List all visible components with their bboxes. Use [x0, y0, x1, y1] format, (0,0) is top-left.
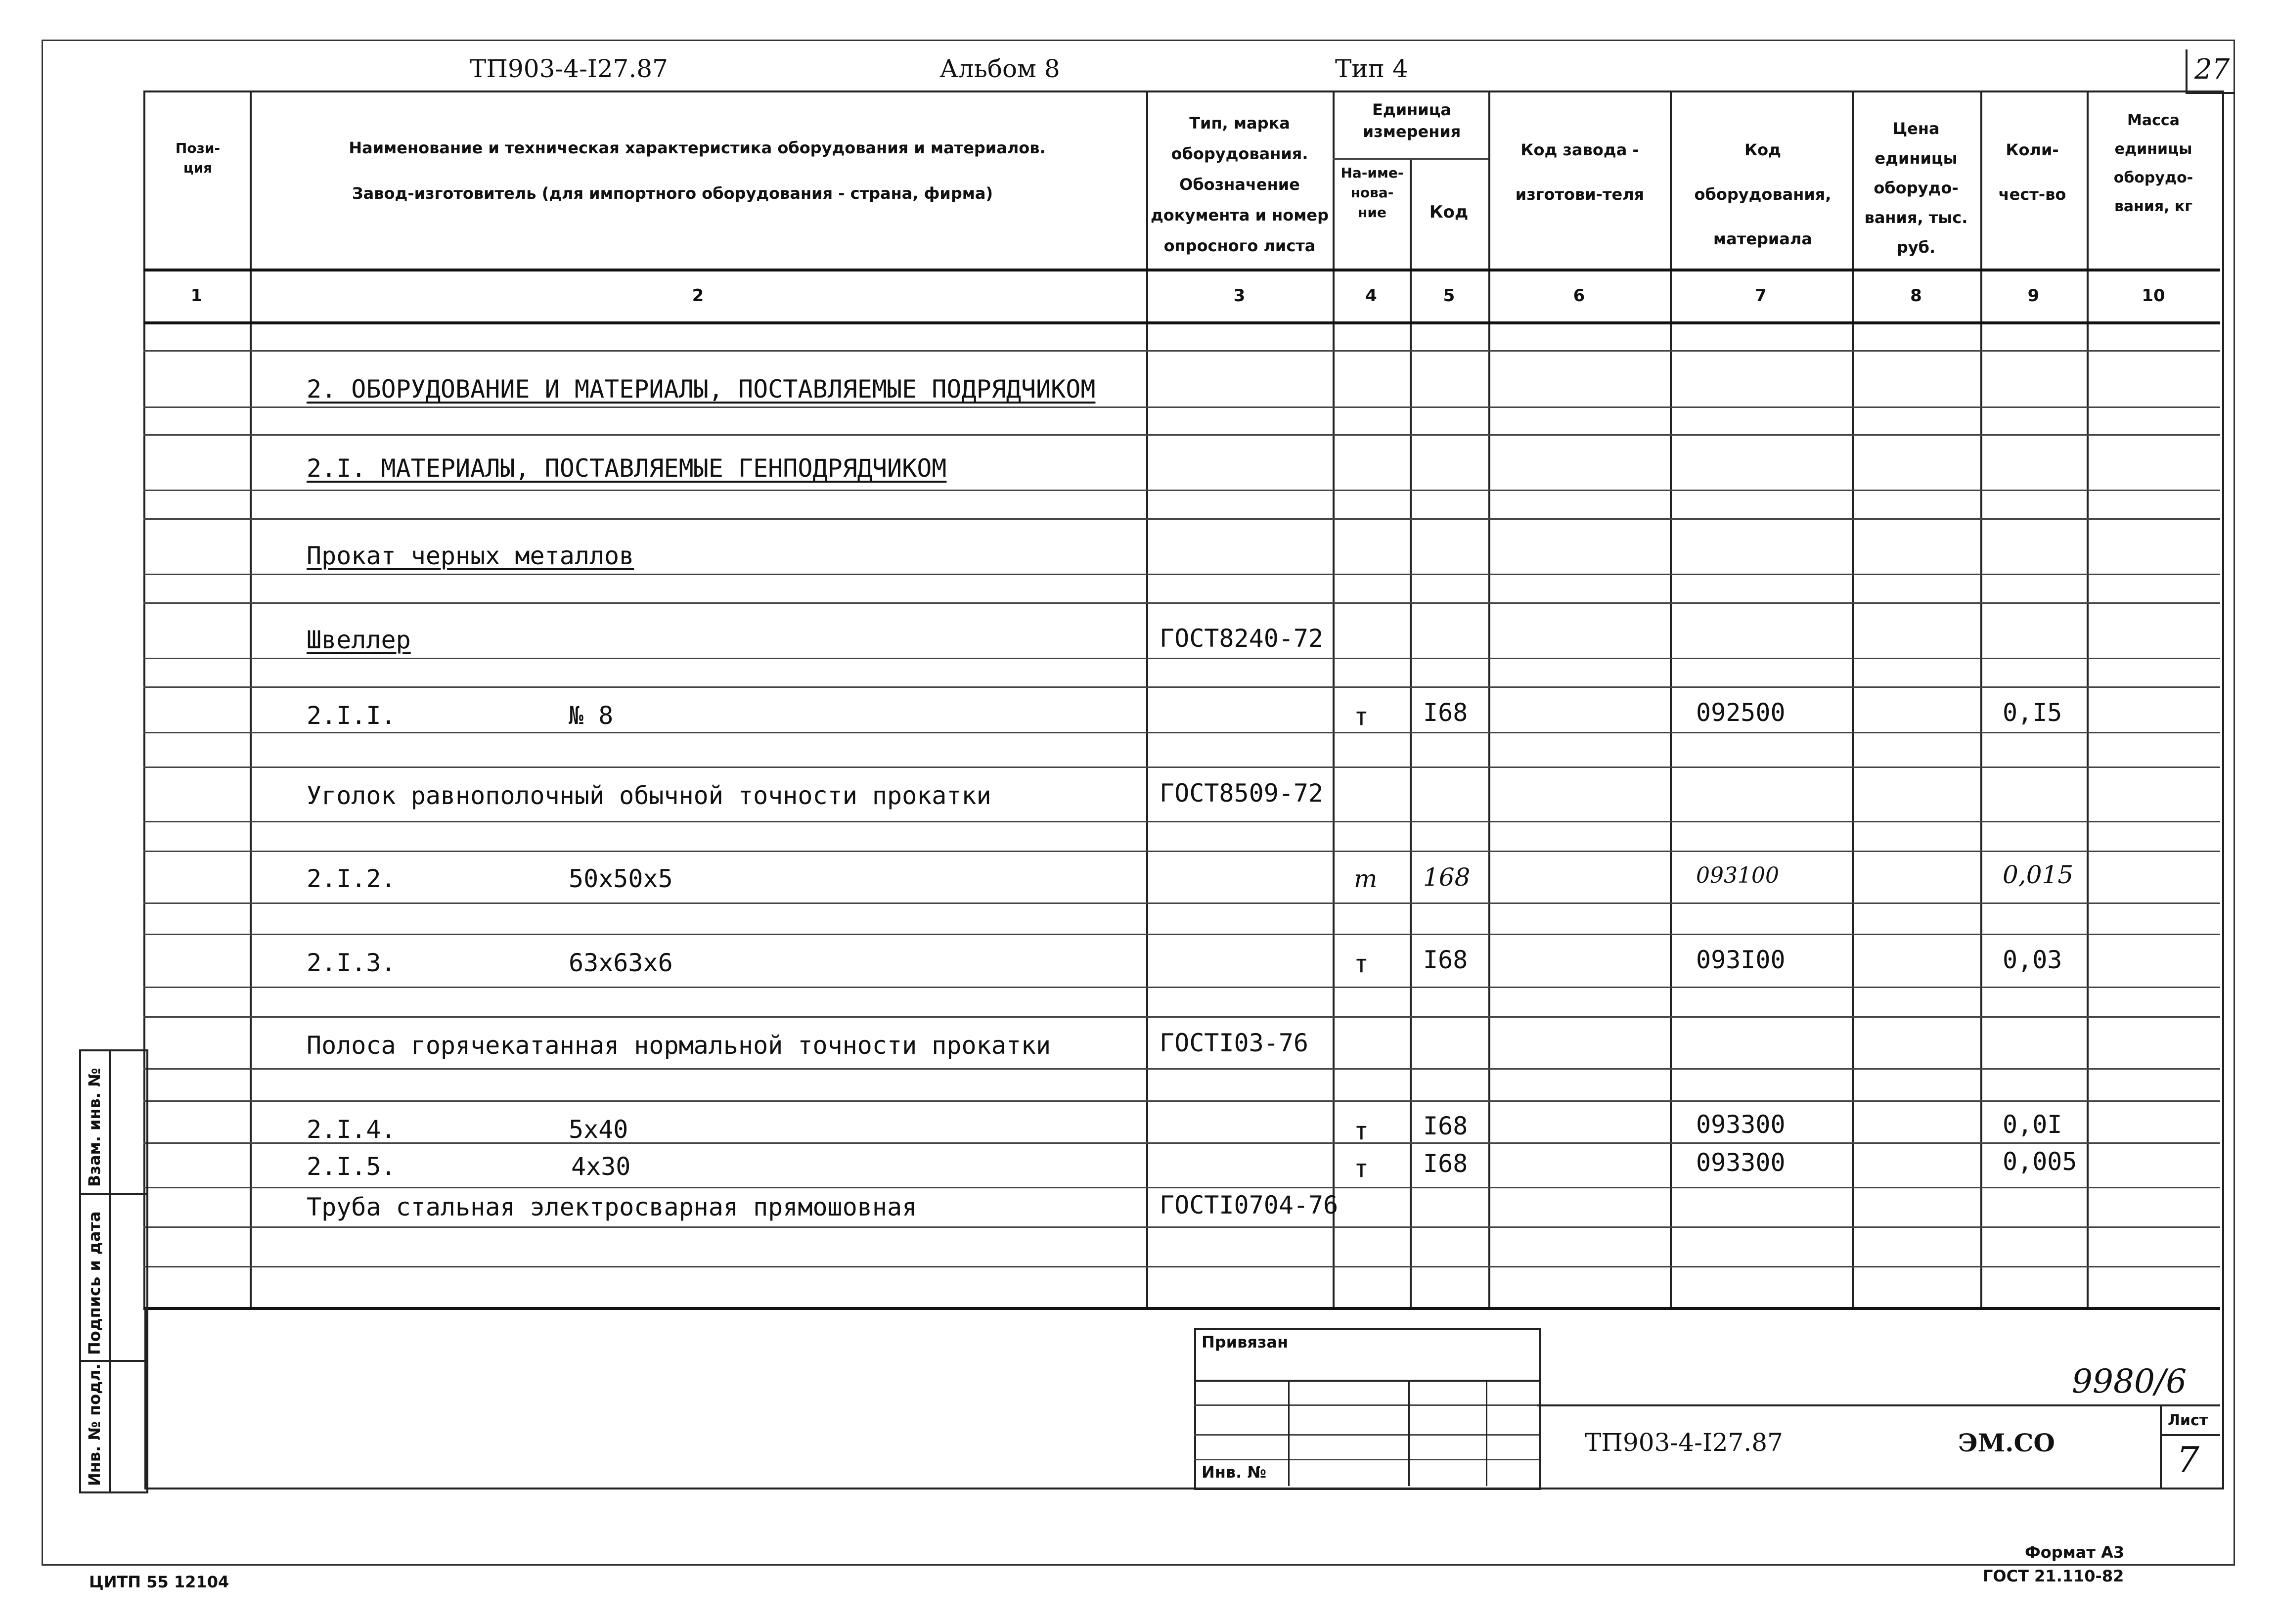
colnum-6: 6 — [1573, 286, 1585, 306]
privyazan-line — [1194, 1380, 1539, 1382]
r215-name: 4x30 — [571, 1152, 631, 1181]
strip-heading: Полоса горячекатанная нормальной точности прокатки — [307, 1031, 1051, 1060]
footer-gost: ГОСТ 21.110-82 — [1983, 1567, 2124, 1585]
footer-format: Формат А3 — [2025, 1543, 2125, 1562]
r212-unit: т — [1354, 864, 1378, 893]
side-stamp-column — [109, 1049, 111, 1491]
side-stamp-divider — [79, 1193, 146, 1195]
header-col2-line2: Завод-изготовитель (для импортного оборудования - страна, фирма) — [352, 184, 993, 203]
angle-gost: ГОСТ8509-72 — [1160, 779, 1324, 808]
row-line — [143, 686, 2220, 688]
side-sign-date: Подпись и дата — [85, 1211, 104, 1355]
col-line-2 — [1146, 90, 1148, 1309]
row-line — [143, 732, 2220, 733]
header-col9: Коли-чест-во — [1998, 140, 2066, 204]
top-album: Альбом 8 — [939, 54, 1060, 83]
row-line — [143, 490, 2220, 491]
privyazan-line — [1194, 1459, 1539, 1460]
privyazan-line — [1194, 1434, 1539, 1436]
header-col6: Код завода - изготови-теля — [1515, 140, 1645, 204]
row-line — [143, 350, 2220, 352]
row-line — [143, 1100, 2220, 1102]
r215-mat: 093300 — [1696, 1148, 1786, 1177]
stamp-doc-code: ТП903-4-I27.87 — [1585, 1428, 1783, 1457]
rolled-metal-heading: Прокат черных металлов — [307, 541, 634, 570]
r213-name: 63x63x6 — [569, 948, 673, 977]
section-21-title: 2.I. МАТЕРИАЛЫ, ПОСТАВЛЯЕМЫЕ ГЕНПОДРЯДЧИКОМ — [307, 454, 947, 483]
colnum-7: 7 — [1755, 286, 1767, 306]
colnum-1: 1 — [190, 286, 203, 306]
r215-unit: т — [1354, 1154, 1369, 1183]
stamp-mark: ЭМ.СО — [1958, 1428, 2055, 1457]
privyazan-col — [1408, 1380, 1410, 1486]
col-line-8 — [1980, 90, 1982, 1309]
row-line — [143, 1016, 2220, 1018]
colnum-8: 8 — [1910, 286, 1922, 306]
header-col7: Код оборудования, материала — [1694, 140, 1831, 248]
r215-qty: 0,005 — [2003, 1147, 2077, 1176]
col-line-7 — [1852, 90, 1854, 1309]
header-col2-line1: Наименование и техническая характеристика оборудования и материалов. — [349, 138, 1046, 157]
privyazan-col — [1288, 1380, 1290, 1486]
channel-heading: Швеллер — [307, 626, 411, 654]
angle-heading: Уголок равнополочный обычной точности прокатки — [307, 781, 991, 810]
r211-qty: 0,I5 — [2003, 698, 2062, 727]
r213-unit: т — [1354, 949, 1369, 978]
row-line — [143, 518, 2220, 520]
pipe-gost: ГОСТI0704-76 — [1160, 1191, 1339, 1219]
page-number: 27 — [2194, 53, 2230, 86]
r212-qty: 0,015 — [2003, 860, 2074, 889]
main-table — [143, 90, 2224, 1309]
footer-left: ЦИТП 55 12104 — [89, 1573, 229, 1591]
side-vzam-inv: Взам. инв. № — [85, 1068, 104, 1187]
colnum-4: 4 — [1365, 286, 1377, 306]
sheet-box-divider — [2160, 1434, 2220, 1436]
col-line-6 — [1670, 90, 1672, 1309]
header-col8: Цена единицы оборудо-вания, тыс. руб. — [1864, 119, 1968, 257]
r212-mat: 093100 — [1696, 863, 1779, 888]
row-line — [143, 902, 2220, 904]
col-line-3 — [1333, 90, 1335, 1309]
r211-code: I68 — [1423, 698, 1468, 727]
top-doc-code: ТП903-4-I27.87 — [470, 54, 668, 83]
col-line-1 — [250, 90, 252, 1309]
header-col5: Код — [1429, 202, 1469, 222]
colnum-3: 3 — [1233, 286, 1246, 306]
header-units-group: Единица измерения — [1362, 100, 1461, 141]
side-stamp-divider — [79, 1360, 146, 1362]
r212-pos: 2.I.2. — [307, 864, 396, 893]
row-line — [143, 658, 2220, 659]
row-line — [143, 934, 2220, 935]
row-line — [143, 851, 2220, 852]
colnum-10: 10 — [2142, 286, 2165, 306]
colnum-9: 9 — [2027, 286, 2040, 306]
side-inv-podl: Инв. № подл. — [85, 1363, 104, 1486]
privyazan-col — [1486, 1380, 1487, 1486]
row-line — [143, 1226, 2220, 1228]
pipe-heading: Труба стальная электросварная прямошовная — [307, 1193, 917, 1221]
r214-pos: 2.I.4. — [307, 1115, 396, 1144]
sheet-number: 7 — [2177, 1439, 2199, 1481]
colnum-bottom-line — [143, 321, 2220, 324]
strip-gost: ГОСТI03-76 — [1160, 1029, 1309, 1057]
row-line — [143, 767, 2220, 768]
r214-mat: 093300 — [1696, 1110, 1786, 1139]
top-type: Тип 4 — [1335, 54, 1408, 83]
r212-name: 50x50x5 — [569, 864, 673, 893]
row-line — [143, 1068, 2220, 1070]
r215-pos: 2.I.5. — [307, 1152, 396, 1181]
r213-pos: 2.I.3. — [307, 948, 396, 977]
row-line — [143, 602, 2220, 604]
unit-group-line — [1333, 158, 1488, 160]
row-line — [143, 1266, 2220, 1267]
r212-code: 168 — [1423, 863, 1471, 892]
privyazan-label: Привязан — [1202, 1333, 1289, 1352]
row-line — [143, 821, 2220, 822]
handwritten-number: 9980/6 — [2072, 1362, 2187, 1400]
channel-gost: ГОСТ8240-72 — [1160, 624, 1324, 653]
colnum-5: 5 — [1443, 286, 1455, 306]
colnum-2: 2 — [692, 286, 704, 306]
header-col1: Пози-ция — [175, 140, 221, 176]
privyazan-line — [1194, 1404, 1539, 1406]
r214-name: 5x40 — [569, 1115, 628, 1144]
r211-pos: 2.I.I. — [307, 701, 396, 730]
r213-code: I68 — [1423, 946, 1468, 974]
r214-code: I68 — [1423, 1112, 1468, 1140]
r213-mat: 093I00 — [1696, 946, 1786, 974]
r214-qty: 0,0I — [2003, 1110, 2062, 1139]
col-line-9 — [2087, 90, 2089, 1309]
section-2-title: 2. ОБОРУДОВАНИЕ И МАТЕРИАЛЫ, ПОСТАВЛЯЕМЫЕ ПОДРЯДЧИКОМ — [307, 375, 1096, 404]
row-line — [143, 574, 2220, 575]
r214-unit: т — [1354, 1117, 1369, 1145]
row-line — [143, 406, 2220, 408]
row-line — [143, 1142, 2220, 1144]
r213-qty: 0,03 — [2003, 946, 2062, 974]
header-bottom-line — [143, 269, 2220, 271]
col-line-5 — [1488, 90, 1490, 1309]
inv-no-label: Инв. № — [1202, 1463, 1266, 1482]
sheet-label: Лист — [2168, 1412, 2208, 1429]
r211-mat: 092500 — [1696, 698, 1786, 727]
r211-unit: т — [1354, 702, 1369, 731]
r211-name: № 8 — [569, 701, 614, 730]
row-line — [143, 434, 2220, 436]
header-col10: Масса единицы оборудо-вания, кг — [2113, 112, 2193, 215]
row-line — [143, 1187, 2220, 1188]
r215-code: I68 — [1423, 1149, 1468, 1178]
col-line-4 — [1410, 160, 1412, 1309]
row-line — [143, 987, 2220, 988]
header-col3: Тип, марка оборудования. Обозначение документа и номер опросного листа — [1150, 114, 1329, 255]
header-col4: На-име-нова-ние — [1340, 165, 1404, 221]
